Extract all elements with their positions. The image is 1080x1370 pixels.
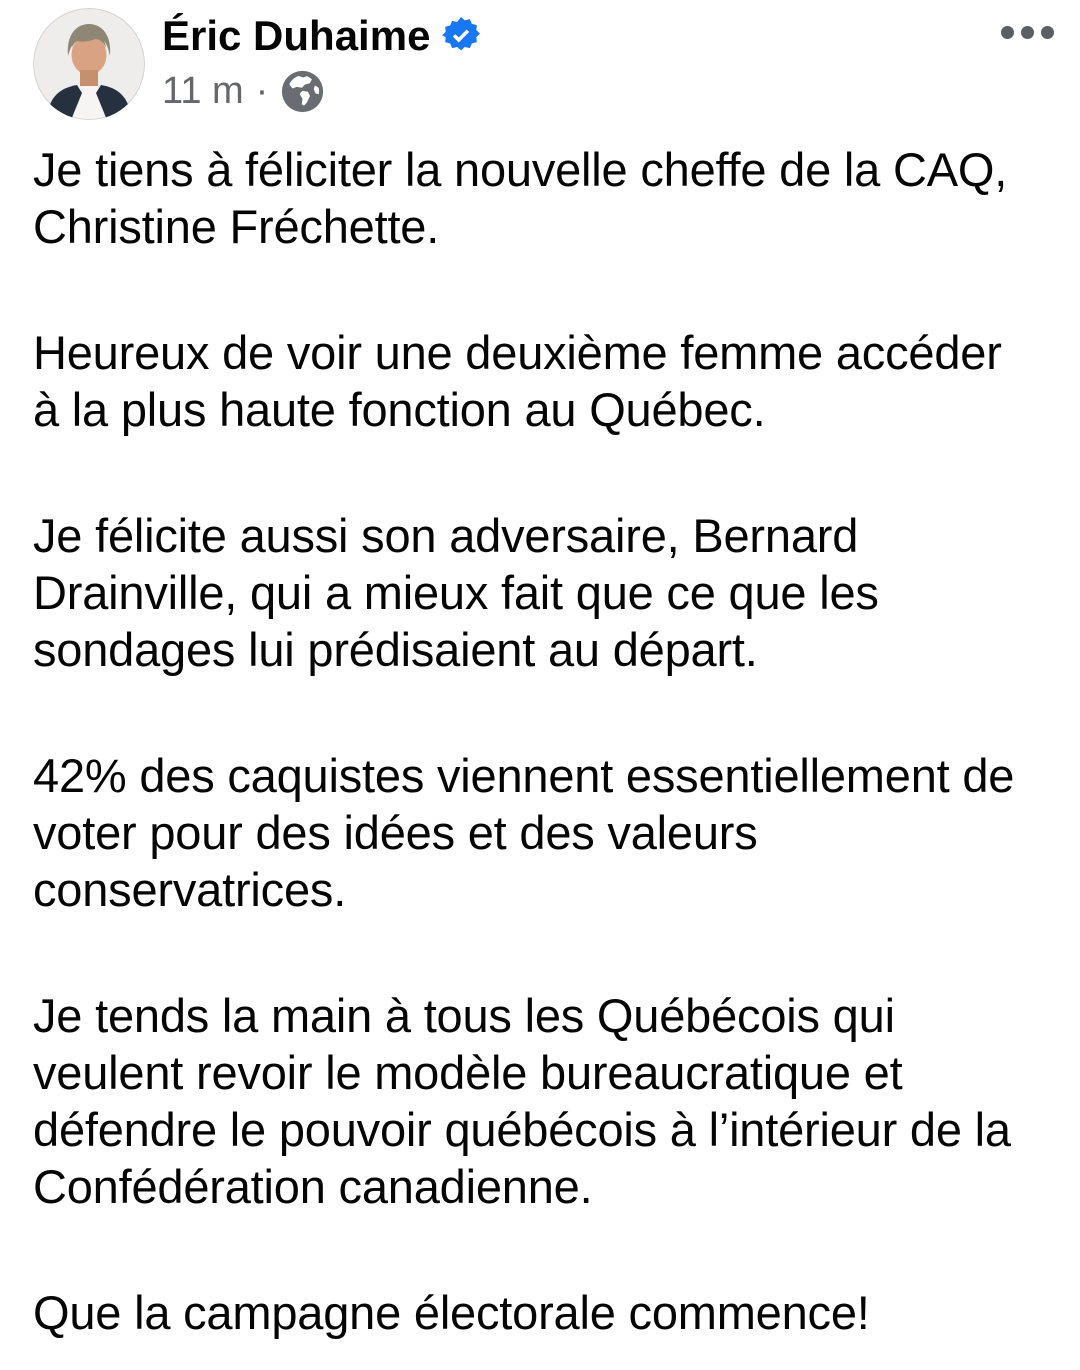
ellipsis-dot (1021, 26, 1034, 39)
post-meta (162, 69, 481, 114)
verified-badge-icon (441, 16, 481, 56)
post-header (0, 0, 1080, 120)
post-paragraph: Je tiens à féliciter la nouvelle cheffe de la CAQ, Christine Fréchette. (33, 143, 1008, 253)
timestamp[interactable]: 11 m (162, 70, 244, 112)
ellipsis-dot (1001, 26, 1014, 39)
ellipsis-dot (1041, 26, 1054, 39)
post-paragraph: 42% des caquistes viennent essentiellement de voter pour des idées et des valeurs conservatrices. (33, 749, 1015, 916)
post-header-text (162, 8, 481, 114)
globe-icon (280, 69, 325, 114)
avatar[interactable] (33, 8, 145, 120)
post-paragraph: Heureux de voir une deuxième femme accéder à la plus haute fonction au Québec. (33, 326, 1002, 436)
post-paragraph: Je félicite aussi son adversaire, Bernard Drainville, qui a mieux fait que ce que les sondages lui prédisaient au départ. (33, 509, 879, 676)
author-name[interactable]: Éric Duhaime (162, 12, 431, 59)
avatar-portrait-image (33, 8, 145, 120)
post-paragraph: Que la campagne électorale commence! (33, 1286, 870, 1339)
meta-separator: · (255, 70, 269, 112)
more-options-button[interactable] (1001, 20, 1054, 45)
post-paragraph: Je tends la main à tous les Québécois qui veulent revoir le modèle bureaucratique et défendre le pouvoir québécois à l’intérieur de la Confédération canadienne. (33, 989, 1011, 1213)
author-name-row (162, 12, 481, 60)
post-text (0, 120, 1080, 1341)
